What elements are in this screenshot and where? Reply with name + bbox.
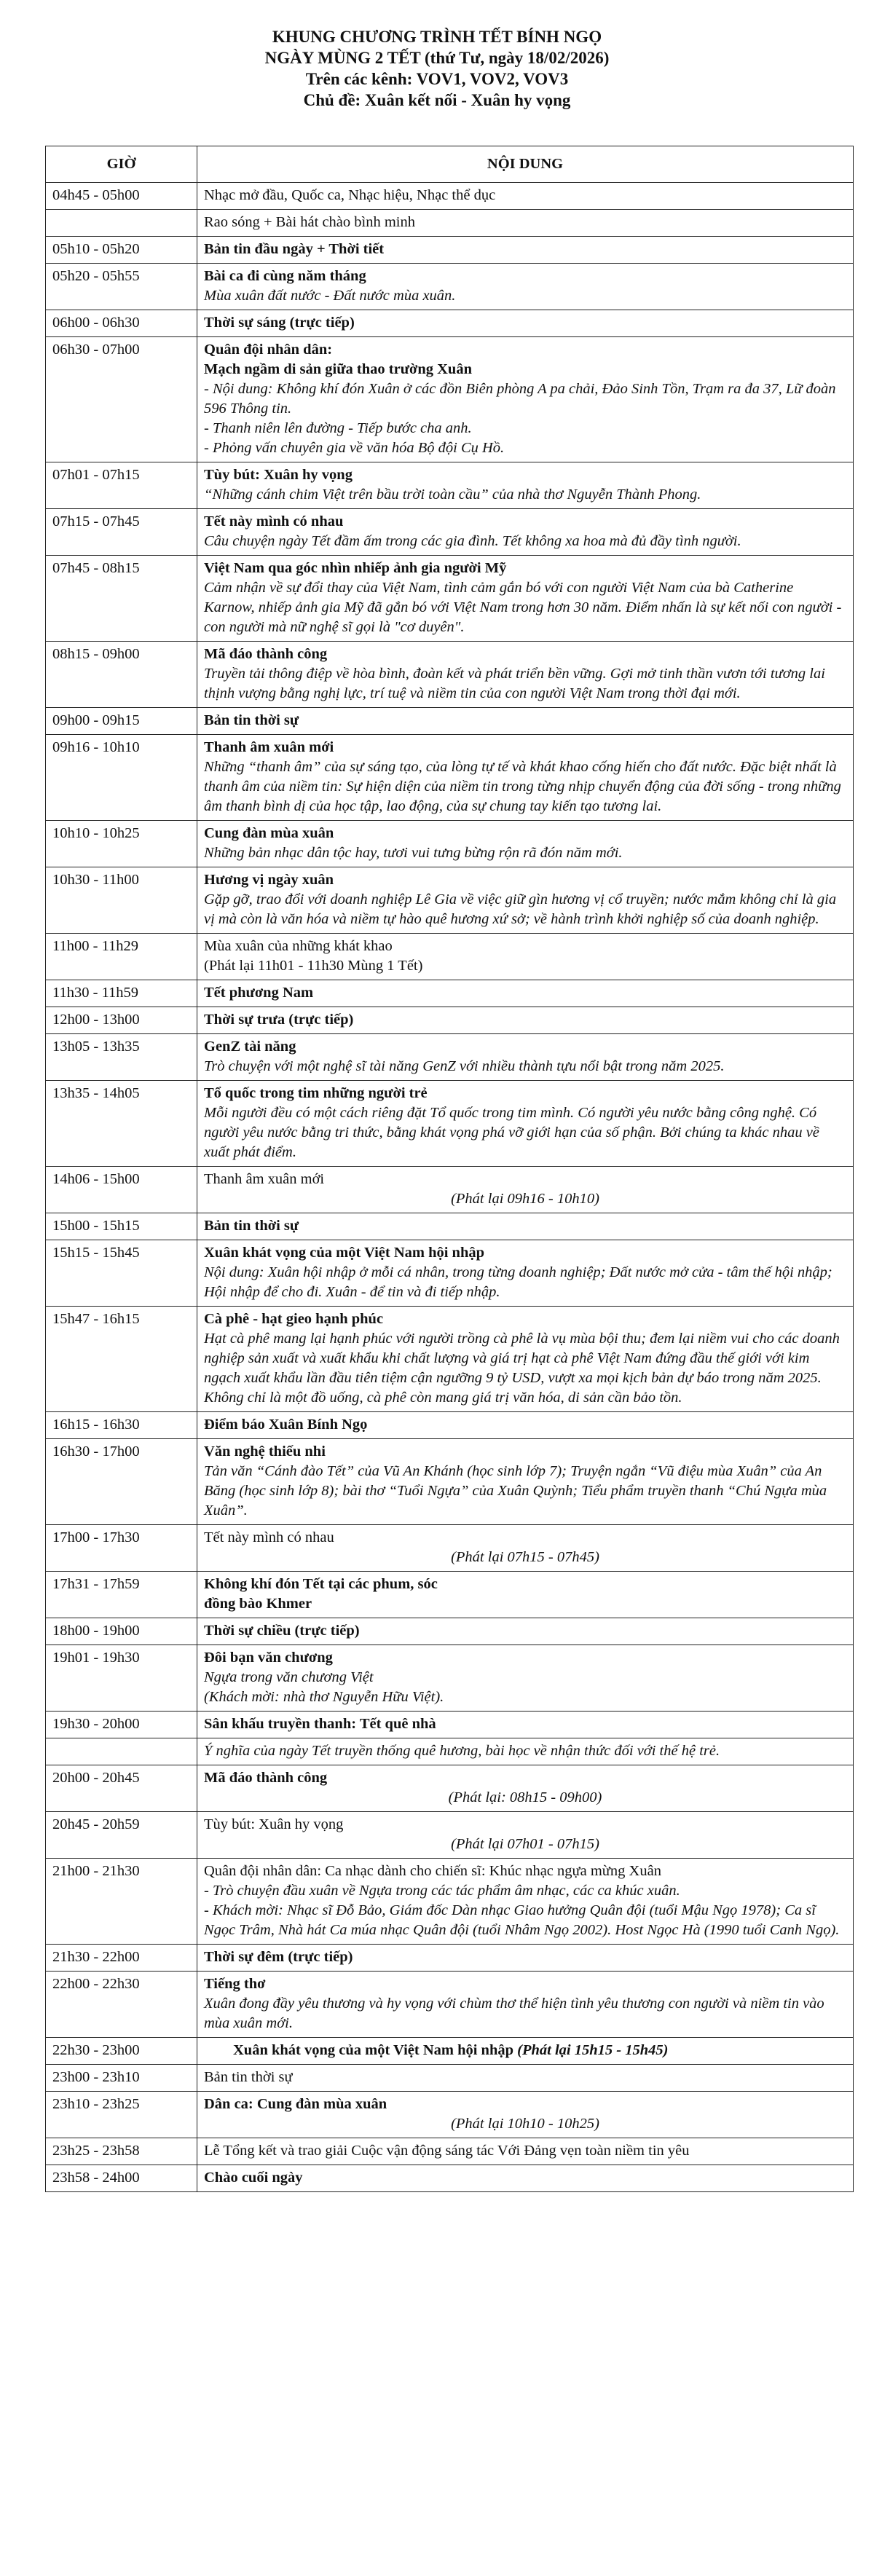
time-cell: 07h01 - 07h15 xyxy=(46,462,197,509)
program-title: GenZ tài năng xyxy=(204,1039,296,1055)
program-description: Truyền tải thông điệp về hòa bình, đoàn kết và phát triển bền vững. Gợi mở tinh thần vươn tới tương lai thịnh vượng bằng nghị lực, trí tuệ và niềm tin của con người Việt Nam trong thời đại mới. xyxy=(204,666,825,701)
program-description: Cảm nhận về sự đổi thay của Việt Nam, tình cảm gắn bó với con người Việt Nam của bà Catherine Karnow, nhiếp ảnh gia Mỹ đã gắn bó với Việt Nam trong hơn 30 năm. Điểm nhấn là sự kết nối con người - con người mà nữ nghệ sĩ gọi là "cơ duyên". xyxy=(204,580,842,635)
time-cell: 13h05 - 13h35 xyxy=(46,1034,197,1081)
table-header-row xyxy=(46,146,854,183)
content-cell xyxy=(197,1081,854,1167)
table-row xyxy=(46,980,854,1007)
program-title: Bản tin đầu ngày + Thời tiết xyxy=(204,241,385,257)
document-header xyxy=(0,0,874,111)
table-row xyxy=(46,1167,854,1213)
program-description: Tản văn “Cánh đào Tết” của Vũ An Khánh (học sinh lớp 7); Truyện ngắn “Vũ điệu mùa Xuân” của An Băng (học sinh lớp 8); bài thơ “Tuổi Ngựa” của Xuân Quỳnh; Tiểu phẩm truyền thanh “Chú Ngựa mùa Xuân”. xyxy=(204,1463,827,1519)
time-cell: 07h45 - 08h15 xyxy=(46,556,197,642)
program-title: Thời sự sáng (trực tiếp) xyxy=(204,315,355,331)
program-title: Lễ Tổng kết và trao giải Cuộc vận động sáng tác Với Đảng vẹn toàn niềm tin yêu xyxy=(204,2143,690,2159)
content-cell xyxy=(197,1859,854,1945)
program-title: Tết này mình có nhau xyxy=(204,513,344,529)
program-title: Thời sự đêm (trực tiếp) xyxy=(204,1949,353,1965)
time-cell: 17h00 - 17h30 xyxy=(46,1525,197,1572)
content-cell xyxy=(197,1034,854,1081)
program-title: Dân ca: Cung đàn mùa xuân xyxy=(204,2096,387,2112)
content-cell xyxy=(197,2065,854,2092)
program-description: Mỗi người đều có một cách riêng đặt Tổ quốc trong tim mình. Có người yêu nước bằng công nghệ. Có người yêu nước bằng tri thức, bằng khát vọng phá vỡ giới hạn của số phận. Bởi chúng ta khác nhau về xuất phát điểm. xyxy=(204,1105,819,1160)
table-row xyxy=(46,1945,854,1972)
time-cell: 07h15 - 07h45 xyxy=(46,509,197,556)
table-row xyxy=(46,509,854,556)
content-cell xyxy=(197,183,854,210)
content-cell xyxy=(197,462,854,509)
content-cell xyxy=(197,237,854,264)
program-title: Thanh âm xuân mới xyxy=(204,1171,325,1187)
table-row xyxy=(46,1738,854,1765)
content-cell xyxy=(197,1307,854,1412)
content-cell xyxy=(197,1765,854,1812)
time-cell: 09h00 - 09h15 xyxy=(46,708,197,735)
table-row xyxy=(46,1240,854,1307)
content-cell xyxy=(197,509,854,556)
program-description: Những “thanh âm” của sự sáng tạo, của lòng tự tế và khát khao cống hiến cho đất nước. Đặc biệt nhất là thanh âm của niềm tin: Sự hiện diện của niềm tin trong từng nhịp chuyển động của đời sống - trong những âm thanh bình dị của học tập, lao động, của sự chung tay kiến tạo tương lai. xyxy=(204,759,841,814)
program-title: Tổ quốc trong tim những người trẻ xyxy=(204,1085,428,1101)
content-cell xyxy=(197,934,854,980)
program-title: Tết này mình có nhau xyxy=(204,1529,334,1545)
table-row xyxy=(46,1307,854,1412)
program-title: Quân đội nhân dân: xyxy=(204,342,333,358)
program-title: Tùy bút: Xuân hy vọng xyxy=(204,1816,344,1832)
time-cell xyxy=(46,210,197,237)
content-cell xyxy=(197,1972,854,2038)
program-detail-line: - Thanh niên lên đường - Tiếp bước cha anh. xyxy=(204,420,472,436)
content-cell xyxy=(197,556,854,642)
schedule-body xyxy=(46,183,854,2192)
replay-note: (Phát lại 11h01 - 11h30 Mùng 1 Tết) xyxy=(204,958,423,974)
table-row xyxy=(46,2065,854,2092)
program-detail-line: - Phỏng vấn chuyên gia về văn hóa Bộ đội Cụ Hồ. xyxy=(204,440,505,456)
time-cell: 11h00 - 11h29 xyxy=(46,934,197,980)
program-detail-line: - Khách mời: Nhạc sĩ Đỗ Bảo, Giám đốc Dàn nhạc Giao hưởng Quân đội (tuổi Mậu Ngọ 1978); Ca sĩ Ngọc Trâm, Nhà hát Ca múa nhạc Quân đội (tuổi Nhâm Ngọ 2002). Host Ngọc Hà (1990 tuổi Canh Ngọ). xyxy=(204,1902,840,1938)
table-row xyxy=(46,1812,854,1859)
program-description: Câu chuyện ngày Tết đầm ấm trong các gia đình. Tết không xa hoa mà đủ đầy tình người. xyxy=(204,533,741,549)
content-cell xyxy=(197,210,854,237)
program-title: Không khí đón Tết tại các phum, sóc xyxy=(204,1576,438,1592)
table-row xyxy=(46,1645,854,1712)
table-row xyxy=(46,735,854,821)
program-title: Tiếng thơ xyxy=(204,1976,266,1992)
table-row xyxy=(46,934,854,980)
program-title: Thanh âm xuân mới xyxy=(204,739,334,755)
content-cell xyxy=(197,2138,854,2165)
table-row xyxy=(46,1572,854,1618)
program-title: Đôi bạn văn chương xyxy=(204,1650,333,1666)
time-cell: 20h45 - 20h59 xyxy=(46,1812,197,1859)
program-description: Những bản nhạc dân tộc hay, tươi vui tưng bừng rộn rã đón năm mới. xyxy=(204,845,623,861)
table-row xyxy=(46,310,854,337)
program-title: Rao sóng + Bài hát chào bình minh xyxy=(204,214,415,230)
time-cell: 10h30 - 11h00 xyxy=(46,867,197,934)
program-description: Ý nghĩa của ngày Tết truyền thống quê hương, bài học về nhận thức đối với thế hệ trẻ. xyxy=(204,1743,720,1759)
content-cell xyxy=(197,1712,854,1738)
content-cell xyxy=(197,1945,854,1972)
table-row xyxy=(46,2165,854,2192)
table-row xyxy=(46,708,854,735)
table-row xyxy=(46,183,854,210)
program-title xyxy=(204,2041,846,2060)
table-row xyxy=(46,1034,854,1081)
table-row xyxy=(46,1712,854,1738)
content-cell xyxy=(197,642,854,708)
program-subtitle: đồng bào Khmer xyxy=(204,1596,312,1612)
time-cell: 19h01 - 19h30 xyxy=(46,1645,197,1712)
content-cell xyxy=(197,735,854,821)
time-cell: 15h00 - 15h15 xyxy=(46,1213,197,1240)
program-title: Mùa xuân của những khát khao xyxy=(204,938,393,954)
time-cell xyxy=(46,1738,197,1765)
content-cell xyxy=(197,1213,854,1240)
time-cell: 23h25 - 23h58 xyxy=(46,2138,197,2165)
content-cell xyxy=(197,867,854,934)
table-row xyxy=(46,2092,854,2138)
schedule-table xyxy=(45,146,854,2192)
time-cell: 21h30 - 22h00 xyxy=(46,1945,197,1972)
program-title-text: Xuân khát vọng của một Việt Nam hội nhập xyxy=(233,2042,514,2058)
content-cell xyxy=(197,1572,854,1618)
program-description: Trò chuyện với một nghệ sĩ tài năng GenZ với nhiều thành tựu nổi bật trong năm 2025. xyxy=(204,1058,725,1074)
table-row xyxy=(46,462,854,509)
content-cell xyxy=(197,310,854,337)
content-cell xyxy=(197,1412,854,1439)
program-title: Bài ca đi cùng năm tháng xyxy=(204,268,366,284)
time-cell: 23h10 - 23h25 xyxy=(46,2092,197,2138)
program-title: Văn nghệ thiếu nhi xyxy=(204,1443,326,1460)
time-cell: 06h00 - 06h30 xyxy=(46,310,197,337)
program-title: Hương vị ngày xuân xyxy=(204,872,334,888)
header-theme: Chủ đề: Xuân kết nối - Xuân hy vọng xyxy=(303,91,571,109)
program-title: Mã đáo thành công xyxy=(204,646,328,662)
program-title: Cung đàn mùa xuân xyxy=(204,825,334,841)
time-cell: 22h30 - 23h00 xyxy=(46,2038,197,2065)
program-title: Xuân khát vọng của một Việt Nam hội nhập xyxy=(204,1245,485,1261)
replay-note: (Phát lại: 08h15 - 09h00) xyxy=(448,1789,602,1805)
table-row xyxy=(46,1412,854,1439)
time-cell: 10h10 - 10h25 xyxy=(46,821,197,867)
program-description: “Những cánh chim Việt trên bầu trời toàn cầu” của nhà thơ Nguyễn Thành Phong. xyxy=(204,487,701,503)
program-title: Bản tin thời sự xyxy=(204,712,299,728)
time-cell: 20h00 - 20h45 xyxy=(46,1765,197,1812)
time-cell: 08h15 - 09h00 xyxy=(46,642,197,708)
program-title: Bản tin thời sự xyxy=(204,2069,293,2085)
time-cell: 21h00 - 21h30 xyxy=(46,1859,197,1945)
program-description: Gặp gỡ, trao đổi với doanh nghiệp Lê Gia về việc giữ gìn hương vị cổ truyền; nước mắm không chỉ là gia vị mà còn là văn hóa và niềm tự hào quê hương xứ sở; về hành trình khởi nghiệp số của doanh nghiệp. xyxy=(204,891,837,927)
replay-note: (Phát lại 07h15 - 07h45) xyxy=(451,1549,599,1565)
program-description: Nội dung: Xuân hội nhập ở mỗi cá nhân, trong từng doanh nghiệp; Đất nước mở cửa - tâm thế hội nhập; Hội nhập để cho đi. Xuân - để tin và đi tiếp nhập. xyxy=(204,1264,832,1300)
program-title: Việt Nam qua góc nhìn nhiếp ảnh gia người Mỹ xyxy=(204,560,507,576)
program-description: Hạt cà phê mang lại hạnh phúc với người trồng cà phê là vụ mùa bội thu; đem lại niềm vui cho các doanh nghiệp sản xuất và xuất khẩu khi chất lượng và giá trị hạt cà phê Việt Nam đứng đầu thế giới với kim ngạch xuất khẩu lần đầu tiên tiệm cận ngưỡng 9 tỷ USD, vượt xa mọi kịch bản dự báo trong năm 2025. Không chỉ là một đồ uống, cà phê còn mang giá trị văn hóa, di sản cần bảo tồn. xyxy=(204,1331,840,1406)
program-title: Thời sự chiều (trực tiếp) xyxy=(204,1623,360,1639)
time-cell: 16h15 - 16h30 xyxy=(46,1412,197,1439)
content-cell xyxy=(197,708,854,735)
header-channels: Trên các kênh: VOV1, VOV2, VOV3 xyxy=(305,70,569,88)
table-row xyxy=(46,1439,854,1525)
content-cell xyxy=(197,2092,854,2138)
time-cell: 14h06 - 15h00 xyxy=(46,1167,197,1213)
program-title: Chào cuối ngày xyxy=(204,2170,303,2186)
program-title: Thời sự trưa (trực tiếp) xyxy=(204,1012,354,1028)
content-cell xyxy=(197,980,854,1007)
replay-note: (Phát lại 09h16 - 10h10) xyxy=(451,1191,599,1207)
time-cell: 23h00 - 23h10 xyxy=(46,2065,197,2092)
replay-note: (Phát lại 15h15 - 15h45) xyxy=(517,2042,669,2058)
content-cell xyxy=(197,337,854,462)
time-cell: 05h10 - 05h20 xyxy=(46,237,197,264)
program-title: Bản tin thời sự xyxy=(204,1218,299,1234)
time-cell: 19h30 - 20h00 xyxy=(46,1712,197,1738)
program-detail-line: (Khách mời: nhà thơ Nguyễn Hữu Việt). xyxy=(204,1689,444,1705)
header-date: NGÀY MÙNG 2 TẾT (thứ Tư, ngày 18/02/2026) xyxy=(264,49,610,67)
content-cell xyxy=(197,1240,854,1307)
program-detail-line: - Trò chuyện đầu xuân về Ngựa trong các tác phẩm âm nhạc, các ca khúc xuân. xyxy=(204,1883,680,1899)
replay-note: (Phát lại 07h01 - 07h15) xyxy=(451,1836,599,1852)
time-cell: 17h31 - 17h59 xyxy=(46,1572,197,1618)
time-cell: 09h16 - 10h10 xyxy=(46,735,197,821)
program-detail-line: Ngựa trong văn chương Việt xyxy=(204,1669,374,1685)
table-row xyxy=(46,1765,854,1812)
replay-note: (Phát lại 10h10 - 10h25) xyxy=(451,2116,599,2132)
program-title: Tùy bút: Xuân hy vọng xyxy=(204,467,353,483)
program-title: Tết phương Nam xyxy=(204,985,314,1001)
time-cell: 16h30 - 17h00 xyxy=(46,1439,197,1525)
content-cell xyxy=(197,1167,854,1213)
table-row xyxy=(46,1007,854,1034)
table-row xyxy=(46,867,854,934)
content-cell xyxy=(197,1618,854,1645)
table-row xyxy=(46,2038,854,2065)
table-row xyxy=(46,337,854,462)
table-row xyxy=(46,642,854,708)
program-description: Mùa xuân đất nước - Đất nước mùa xuân. xyxy=(204,288,456,304)
program-subtitle: Mạch ngầm di sản giữa thao trường Xuân xyxy=(204,361,472,377)
time-cell: 13h35 - 14h05 xyxy=(46,1081,197,1167)
time-cell: 18h00 - 19h00 xyxy=(46,1618,197,1645)
time-cell: 12h00 - 13h00 xyxy=(46,1007,197,1034)
table-row xyxy=(46,1859,854,1945)
content-cell xyxy=(197,821,854,867)
table-row xyxy=(46,210,854,237)
table-row xyxy=(46,1213,854,1240)
time-cell: 11h30 - 11h59 xyxy=(46,980,197,1007)
table-row xyxy=(46,821,854,867)
program-title: Cà phê - hạt gieo hạnh phúc xyxy=(204,1311,384,1327)
content-cell xyxy=(197,264,854,310)
content-cell xyxy=(197,1007,854,1034)
content-cell xyxy=(197,1812,854,1859)
time-cell: 23h58 - 24h00 xyxy=(46,2165,197,2192)
content-cell xyxy=(197,2038,854,2065)
time-cell: 06h30 - 07h00 xyxy=(46,337,197,462)
program-title: Mã đáo thành công xyxy=(204,1770,328,1786)
table-row xyxy=(46,264,854,310)
program-title: Sân khấu truyền thanh: Tết quê nhà xyxy=(204,1716,436,1732)
time-cell: 05h20 - 05h55 xyxy=(46,264,197,310)
content-cell xyxy=(197,1738,854,1765)
time-cell: 22h00 - 22h30 xyxy=(46,1972,197,2038)
column-header-content: NỘI DUNG xyxy=(197,146,854,183)
table-row xyxy=(46,1618,854,1645)
program-title: Điểm báo Xuân Bính Ngọ xyxy=(204,1417,368,1433)
content-cell xyxy=(197,1525,854,1572)
table-row xyxy=(46,1525,854,1572)
program-title: Quân đội nhân dân: Ca nhạc dành cho chiến sĩ: Khúc nhạc ngựa mừng Xuân xyxy=(204,1863,661,1879)
content-cell xyxy=(197,2165,854,2192)
program-title: Nhạc mở đầu, Quốc ca, Nhạc hiệu, Nhạc thể dục xyxy=(204,187,496,203)
table-row xyxy=(46,237,854,264)
program-detail-line: - Nội dung: Không khí đón Xuân ở các đồn Biên phòng A pa chải, Đảo Sinh Tồn, Trạm ra đa 37, Lữ đoàn 596 Thông tin. xyxy=(204,381,836,417)
table-row xyxy=(46,556,854,642)
table-row xyxy=(46,2138,854,2165)
column-header-time: GIỜ xyxy=(46,146,197,183)
table-row xyxy=(46,1972,854,2038)
time-cell: 04h45 - 05h00 xyxy=(46,183,197,210)
header-title: KHUNG CHƯƠNG TRÌNH TẾT BÍNH NGỌ xyxy=(272,28,602,46)
time-cell: 15h15 - 15h45 xyxy=(46,1240,197,1307)
content-cell xyxy=(197,1439,854,1525)
time-cell: 15h47 - 16h15 xyxy=(46,1307,197,1412)
program-description: Xuân đong đầy yêu thương và hy vọng với chùm thơ thể hiện tình yêu thương con người và niềm tin vào mùa xuân mới. xyxy=(204,1996,824,2031)
content-cell xyxy=(197,1645,854,1712)
table-row xyxy=(46,1081,854,1167)
